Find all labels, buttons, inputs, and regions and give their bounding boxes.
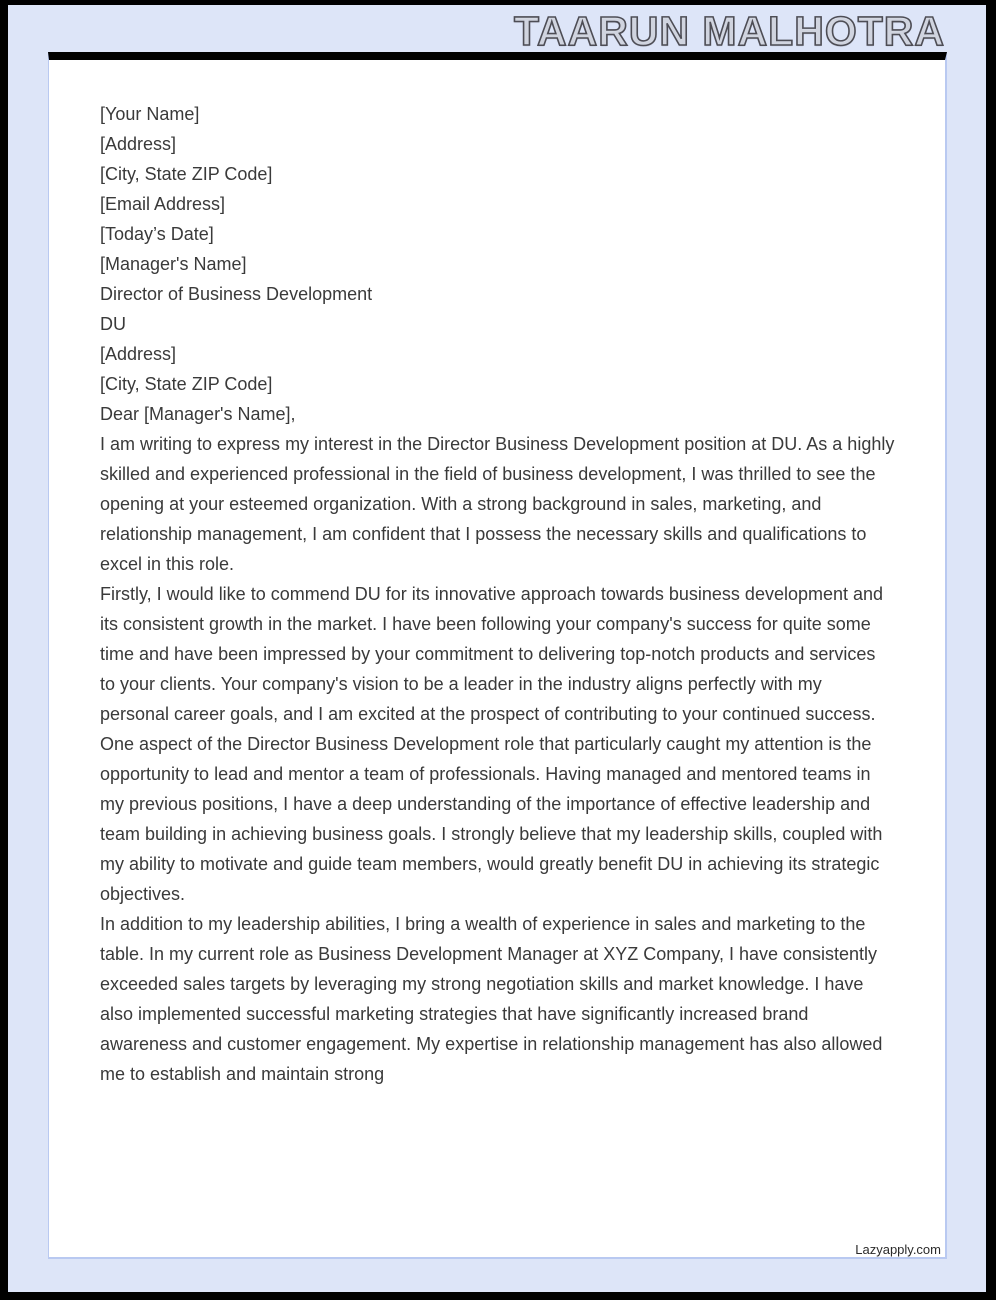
letter-date-line: [Today’s Date] [100,224,214,244]
recipient-address-block [100,249,895,399]
recipient-city-line: [City, State ZIP Code] [100,374,273,394]
sender-name-line: [Your Name] [100,104,200,124]
outer-frame-bottom [0,1292,996,1300]
salutation: Dear [Manager's Name], [100,404,296,424]
letter-paragraph-2: Firstly, I would like to commend DU for its innovative approach towards business development and its consistent growth in the market. I have been following your company's success for quite some time and have been impressed by your commitment to delivering top-notch products and services to your clients. Your company's vision to be a leader in the industry aligns perfectly with my personal career goals, and I am excited at the prospect of contributing to your continued success. [100,584,884,724]
sender-address-line: [Address] [100,134,177,154]
sender-email-line: [Email Address] [100,194,226,214]
letter-body [100,99,895,1089]
recipient-address-line: [Address] [100,344,177,364]
recipient-company-line: DU [100,314,126,334]
lazyapply-watermark: Lazyapply.com [855,1242,941,1257]
letter-paragraph-3: One aspect of the Director Business Development role that particularly caught my attention is the opportunity to lead and mentor a team of professionals. Having managed and mentored teams in my previous positions, I have a deep understanding of the importance of effective leadership and team building in achieving business goals. I strongly believe that my leadership skills, coupled with my ability to motivate and guide team members, would greatly benefit DU in achieving its strategic objectives. [100,734,883,904]
outer-frame-left [0,0,8,1300]
page-title: TAARUN MALHOTRA [513,8,945,54]
sender-address-block [100,99,895,249]
letter-paragraph-4: In addition to my leadership abilities, I bring a wealth of experience in sales and marketing to the table. In my current role as Business Development Manager at XYZ Company, I have consistently exceeded sales targets by leveraging my strong negotiation skills and market knowledge. I have also implemented successful marketing strategies that have significantly increased brand awareness and customer engagement. My expertise in relationship management has also allowed me to establish and maintain strong [100,914,883,1084]
outer-frame-right [986,0,996,1300]
recipient-name-line: [Manager's Name] [100,254,247,274]
recipient-title-line: Director of Business Development [100,284,373,304]
sender-city-line: [City, State ZIP Code] [100,164,273,184]
letter-paragraph-1: I am writing to express my interest in the Director Business Development position at DU. As a highly skilled and experienced professional in the field of business development, I was thrilled to see the opening at your esteemed organization. With a strong background in sales, marketing, and relationship management, I am confident that I possess the necessary skills and qualifications to excel in this role. [100,434,895,574]
outer-frame-top [0,0,996,5]
